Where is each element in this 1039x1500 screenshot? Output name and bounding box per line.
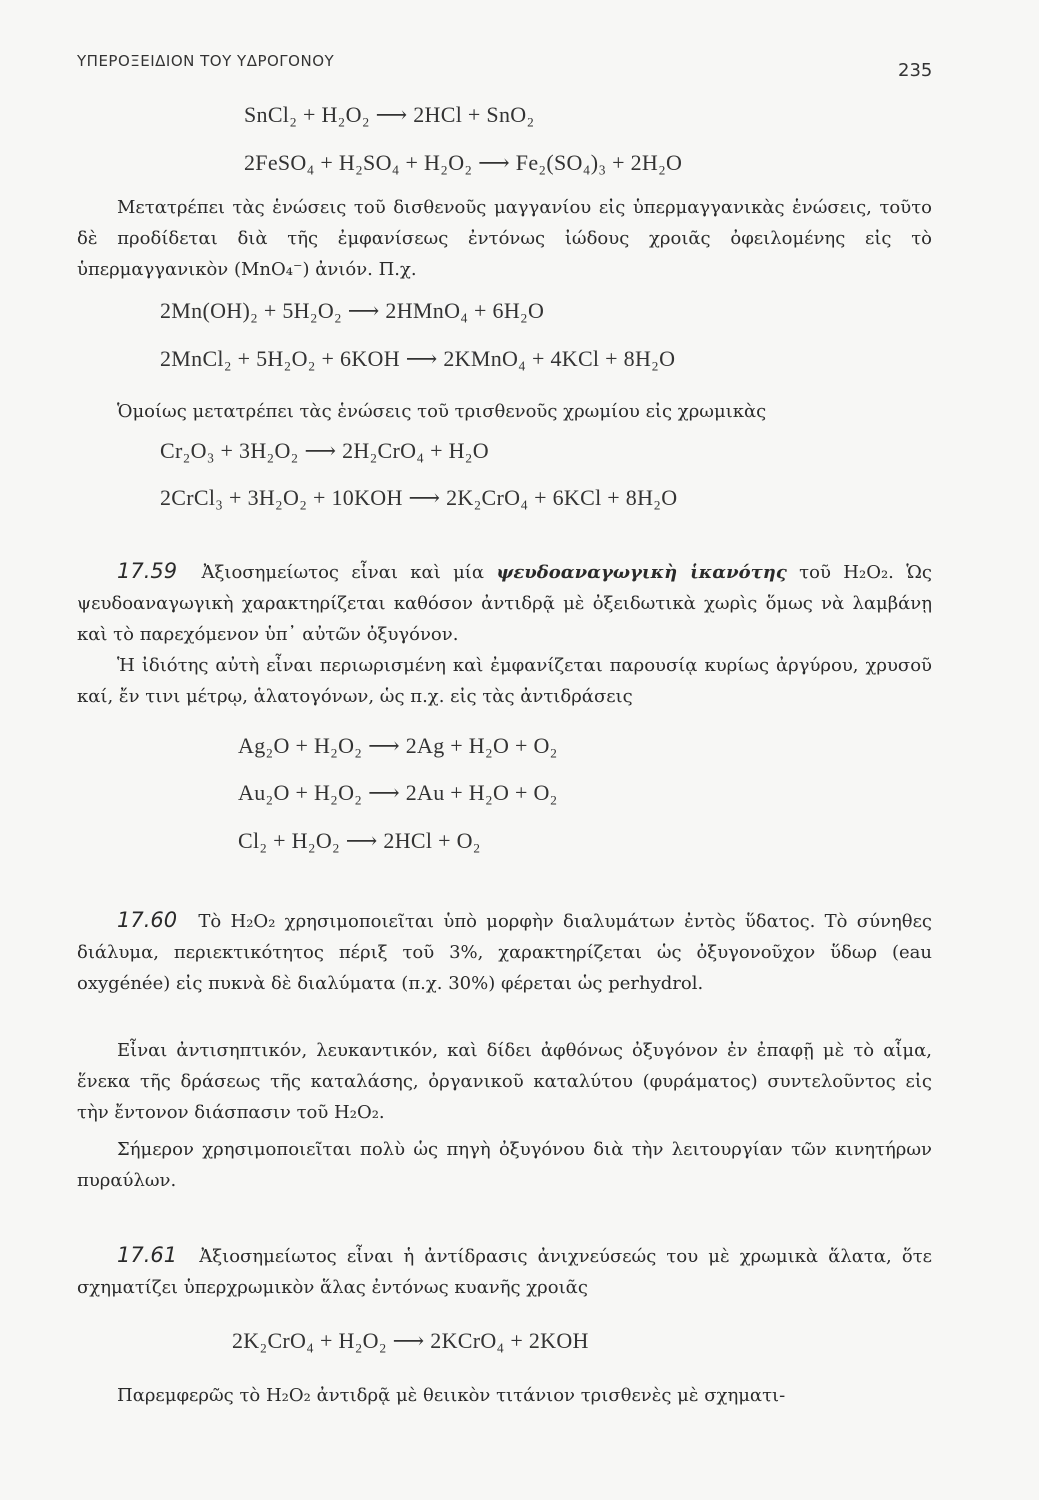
equation-ag2o: Ag₂O + H₂O₂ ⟶ 2Ag + H₂O + O₂ (238, 733, 558, 758)
paragraph-antiseptic: Εἶναι ἀντισηπτικόν, λευκαντικόν, καὶ δίδει ἀφθόνως ὀξυγόνον ἐν ἐπαφῇ μὲ τὸ αἷμα, ἕνεκα τῆς δράσεως τῆς καταλάσης, ὀργανικοῦ καταλύτου (φυράματος) συντελοῦντος εἰς τὴν ἔντονον διάσπασιν τοῦ H₂O₂. (77, 1040, 932, 1123)
section-17-59 (77, 556, 932, 650)
running-header: ΥΠΕΡΟΞΕΙΔΙΟΝ ΤΟΥ ΥΔΡΟΓΟΝΟΥ (77, 52, 335, 70)
section-number: 17.61 (117, 1243, 178, 1267)
paragraph-rockets: Σήμερον χρησιμοποιεῖται πολὺ ὡς πηγὴ ὀξυγόνου διὰ τὴν λειτουργίαν τῶν κινητήρων πυραύλων. (77, 1139, 932, 1191)
section-17-60 (77, 905, 932, 999)
equation-k2cro4: 2K₂CrO₄ + H₂O₂ ⟶ 2KCrO₄ + 2KOH (232, 1328, 589, 1353)
section-number: 17.60 (117, 908, 178, 932)
section-text: Ἀξιοσημείωτος εἶναι ἡ ἀντίδρασις ἀνιχνεύσεώς του μὲ χρωμικὰ ἅλατα, ὅτε σχηματίζει ὑπερχρωμικὸν ἅλας ἐντόνως κυανῆς χροιᾶς (77, 1246, 932, 1298)
paragraph-titanium: Παρεμφερῶς τὸ H₂O₂ ἀντιδρᾷ μὲ θειικὸν τιτάνιον τρισθενὲς μὲ σχηματι- (117, 1385, 786, 1406)
section-text: Τὸ H₂O₂ χρησιμοποιεῖται ὑπὸ μορφὴν διαλυμάτων ἐντὸς ὕδατος. Τὸ σύνηθες διάλυμα, περιεκτικότητος πέριξ τοῦ 3%, χαρακτηρίζεται ὡς ὀξυγονοῦχον ὕδωρ (eau oxygénée) εἰς πυκνὰ δὲ διαλύματα (π.χ. 30%) φέρεται ὡς perhydrol. (77, 911, 932, 994)
equation-au2o: Au₂O + H₂O₂ ⟶ 2Au + H₂O + O₂ (238, 780, 558, 805)
emphasis-term: ψευδοαναγωγικὴ ἱκανότης (496, 562, 787, 583)
equation-cr2o3: Cr₂O₃ + 3H₂O₂ ⟶ 2H₂CrO₄ + H₂O (160, 438, 489, 463)
equation-feso4: 2FeSO₄ + H₂SO₄ + H₂O₂ ⟶ Fe₂(SO₄)₃ + 2H₂O (244, 150, 683, 175)
paragraph-manganese: Μετατρέπει τὰς ἑνώσεις τοῦ δισθενοῦς μαγγανίου εἰς ὑπερμαγγανικὰς ἑνώσεις, τοῦτο δὲ προδίδεται διὰ τῆς ἐμφανίσεως ἐντόνως ἰώδους χροιᾶς ὀφειλομένης εἰς τὸ ὑπερμαγγανικὸν (MnO₄⁻) ἀνιόν. Π.χ. (77, 197, 932, 280)
section-text: Ἀξιοσημείωτος εἶναι καὶ μία (201, 562, 485, 583)
equation-cl2: Cl₂ + H₂O₂ ⟶ 2HCl + O₂ (238, 828, 481, 853)
equation-mnoh2: 2Mn(OH)₂ + 5H₂O₂ ⟶ 2HMnO₄ + 6H₂O (160, 298, 545, 323)
section-17-61 (77, 1240, 932, 1303)
equation-crcl3: 2CrCl₃ + 3H₂O₂ + 10KOH ⟶ 2K₂CrO₄ + 6KCl + 8H₂O (160, 485, 678, 510)
page-number: 235 (898, 60, 933, 81)
equation-mncl2: 2MnCl₂ + 5H₂O₂ + 6KOH ⟶ 2KMnO₄ + 4KCl + 8H₂O (160, 346, 676, 371)
section-text-continued: τοῦ H₂O₂. Ὡς ψευδοαναγωγικὴ χαρακτηρίζεται καθόσον ἀντιδρᾷ μὲ ὀξειδωτικὰ χωρὶς ὅμως νὰ λαμβάνῃ καὶ τὸ παρεχόμενον ὑπ᾽ αὐτῶν ὀξυγόνον. (77, 562, 932, 645)
paragraph-property: Ἡ ἰδιότης αὐτὴ εἶναι περιωρισμένη καὶ ἐμφανίζεται παρουσίᾳ κυρίως ἀργύρου, χρυσοῦ καί, ἔν τινι μέτρῳ, ἁλατογόνων, ὡς π.χ. εἰς τὰς ἀντιδράσεις (77, 655, 932, 707)
equation-sncl2: SnCl₂ + H₂O₂ ⟶ 2HCl + SnO₂ (244, 102, 535, 127)
paragraph-chromium: Ὁμοίως μετατρέπει τὰς ἑνώσεις τοῦ τρισθενοῦς χρωμίου εἰς χρωμικὰς (117, 401, 767, 422)
section-number: 17.59 (117, 559, 178, 583)
